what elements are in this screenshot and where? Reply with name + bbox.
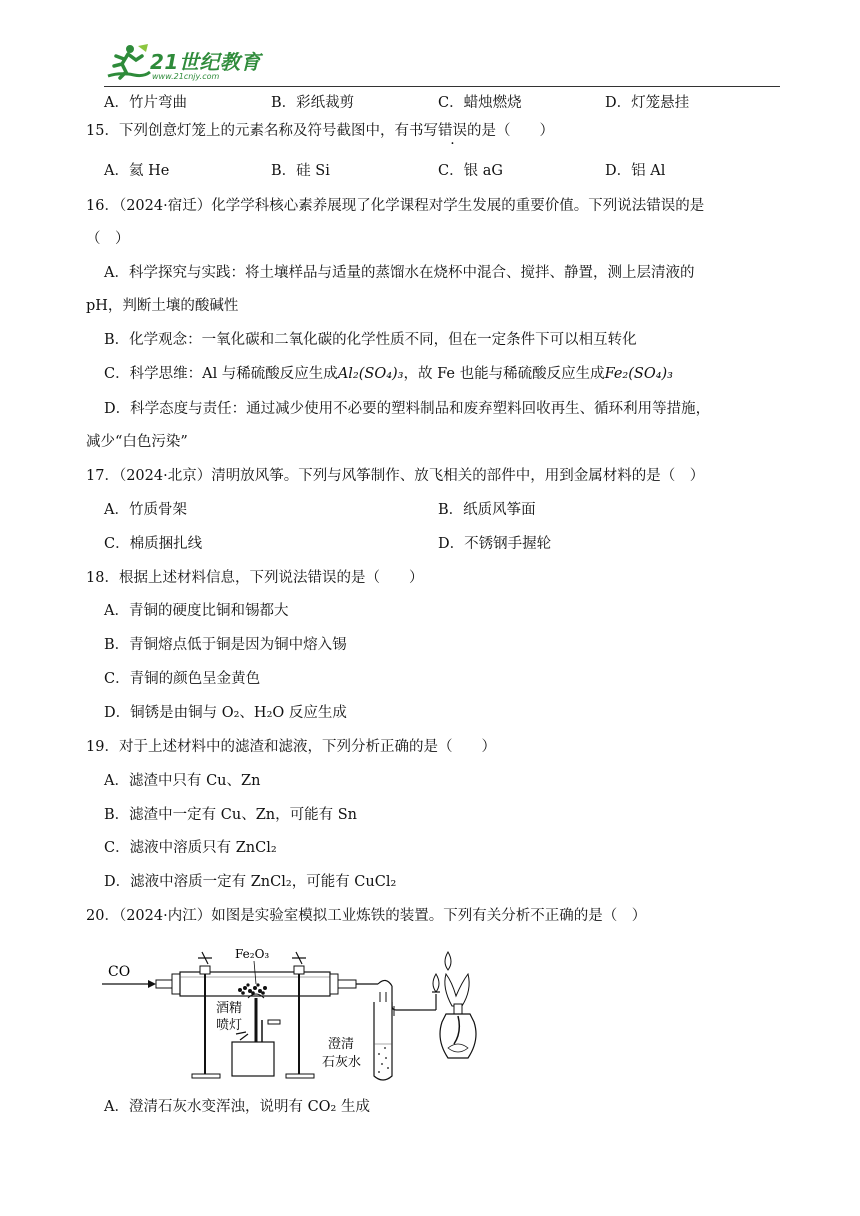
q16-option-d-cont: 减少“白色污染” (86, 434, 188, 450)
q19-option-c: C．滤液中溶质只有 ZnCl₂ (104, 840, 277, 856)
q18-option-a: A．青铜的硬度比铜和锡都大 (104, 603, 289, 619)
q16-option-c: C．科学思维：Al 与稀硫酸反应生成Al₂(SO₄)₃，故 Fe 也能与稀硫酸反应生成Fe₂(SO₄)₃ (104, 366, 673, 382)
q16-formula-al: Al₂(SO₄)₃ (337, 366, 404, 382)
q19-option-b: B．滤渣中一定有 Cu、Zn，可能有 Sn (104, 807, 357, 823)
fe2o3-label: Fe₂O₃ (235, 947, 270, 961)
q15-option-d: D．铝 Al (605, 163, 666, 179)
q17-option-c: C．棉质捆扎线 (104, 536, 203, 552)
lamp-label-1: 酒精 (216, 1001, 243, 1016)
q19-option-d: D．滤液中溶质一定有 ZnCl₂，可能有 CuCl₂ (104, 874, 397, 890)
q15-option-c: C．银 aG (438, 163, 503, 179)
co-label: CO (108, 964, 131, 980)
runner-logo-icon (104, 42, 152, 82)
q18-option-d: D．铜锈是由铜与 O₂、H₂O 反应生成 (104, 705, 347, 721)
site-logo (104, 42, 274, 86)
q16-stem: 16．（2024·宿迁）化学学科核心素养展现了化学课程对学生发展的重要价值。下列说法错误的是 (86, 198, 705, 214)
header-divider (104, 86, 780, 87)
q16-stem-bracket: （ ） (86, 231, 130, 247)
q16-option-b: B．化学观念：一氧化碳和二氧化碳的化学性质不同，但在一定条件下可以相互转化 (104, 332, 637, 348)
q15-emphasis: 错误 (437, 123, 467, 139)
q16-formula-fe: Fe₂(SO₄)₃ (604, 366, 673, 382)
q17-option-d: D．不锈钢手握轮 (438, 536, 552, 552)
q15-option-a: A．氦 He (104, 163, 170, 179)
iron-smelting-apparatus-diagram (96, 936, 486, 1086)
q14-option-b: B．彩纸裁剪 (271, 95, 355, 111)
q14-option-d: D．灯笼悬挂 (605, 95, 690, 111)
q14-option-a: A．竹片弯曲 (104, 95, 187, 111)
lamp-label-2: 喷灯 (216, 1018, 243, 1033)
q14-option-c: C．蜡烛燃烧 (438, 95, 522, 111)
logo-url: www.21cnjy.com (152, 72, 220, 81)
q15-option-b: B．硅 Si (271, 163, 330, 179)
q18-option-c: C．青铜的颜色呈金黄色 (104, 671, 261, 687)
limewater-label-2: 石灰水 (322, 1055, 362, 1070)
page-header (0, 0, 860, 90)
q19-option-a: A．滤渣中只有 Cu、Zn (104, 773, 261, 789)
logo-text: 21世纪教育 (150, 50, 261, 74)
q19-stem: 19．对于上述材料中的滤渣和滤液，下列分析正确的是（ ） (86, 739, 496, 755)
q17-stem: 17．（2024·北京）清明放风筝。下列与风筝制作、放飞相关的部件中，用到金属材料的是（ ） (86, 468, 705, 484)
q18-option-b: B．青铜熔点低于铜是因为铜中熔入锡 (104, 637, 347, 653)
q15-stem: 15．下列创意灯笼上的元素名称及符号截图中，有书写错误的是（ ） (86, 123, 554, 139)
q17-option-b: B．纸质风筝面 (438, 502, 536, 518)
q20-option-a: A．澄清石灰水变浑浊，说明有 CO₂ 生成 (104, 1099, 370, 1115)
q16-option-d: D．科学态度与责任：通过减少使用不必要的塑料制品和废弃塑料回收再生、循环利用等措施， (104, 401, 711, 417)
q16-option-a-cont: pH，判断土壤的酸碱性 (86, 298, 239, 314)
q18-stem: 18．根据上述材料信息，下列说法错误的是（ ） (86, 570, 424, 586)
q20-stem: 20．（2024·内江）如图是实验室模拟工业炼铁的装置。下列有关分析不正确的是（ ） (86, 908, 647, 924)
q17-option-a: A．竹质骨架 (104, 502, 187, 518)
q16-option-a: A．科学探究与实践：将土壤样品与适量的蒸馏水在烧杯中混合、搅拌、静置，测上层清液的 (104, 265, 695, 281)
limewater-label-1: 澄清 (328, 1037, 355, 1052)
